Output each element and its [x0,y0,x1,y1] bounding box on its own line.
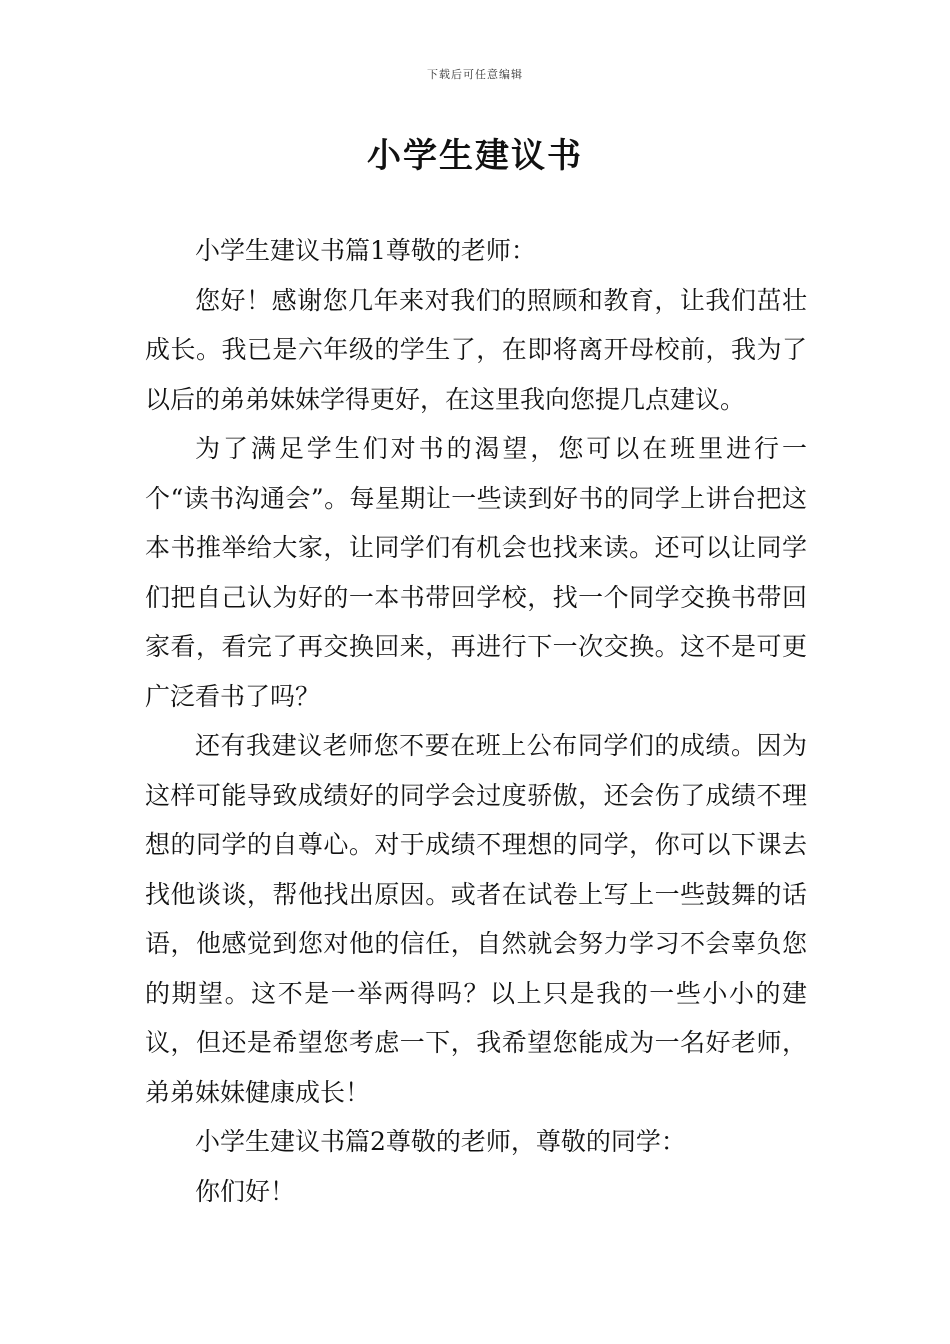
paragraph-salutation: 你们好！ [195,1176,296,1206]
document-body [145,226,807,1216]
paragraph-intro: 您好！感谢您几年来对我们的照顾和教育，让我们茁壮成长。我已是六年级的学生了，在即将离开母校前，我为了以后的弟弟妹妹学得更好，在这里我向您提几点建议。 [145,285,807,414]
paragraph-grades-suggestion: 还有我建议老师您不要在班上公布同学们的成绩。因为这样可能导致成绩好的同学会过度骄傲，还会伤了成绩不理想的同学的自尊心。对于成绩不理想的同学，你可以下课去找他谈谈，帮他找出原因。或者在试卷上写上一些鼓舞的话语，他感觉到您对他的信任，自然就会努力学习不会辜负您的期望。这不是一举两得吗？以上只是我的一些小小的建议，但还是希望您考虑一下，我希望您能成为一名好老师，弟弟妹妹健康成长！ [145,731,807,1107]
paragraph-reading-suggestion: 为了满足学生们对书的渴望，您可以在班里进行一个“读书沟通会”。每星期让一些读到好书的同学上讲台把这本书推举给大家，让同学们有机会也找来读。还可以让同学们把自己认为好的一本书带回学校，找一个同学交换书带回家看，看完了再交换回来，再进行下一次交换。这不是可更广泛看书了吗？ [145,434,807,711]
header-note: 下载后可任意编辑 [427,68,523,81]
paragraph-greeting-1: 小学生建议书篇1尊敬的老师： [195,236,536,265]
paragraph-greeting-2: 小学生建议书篇2尊敬的老师，尊敬的同学： [195,1127,686,1156]
document-title: 小学生建议书 [367,136,583,176]
